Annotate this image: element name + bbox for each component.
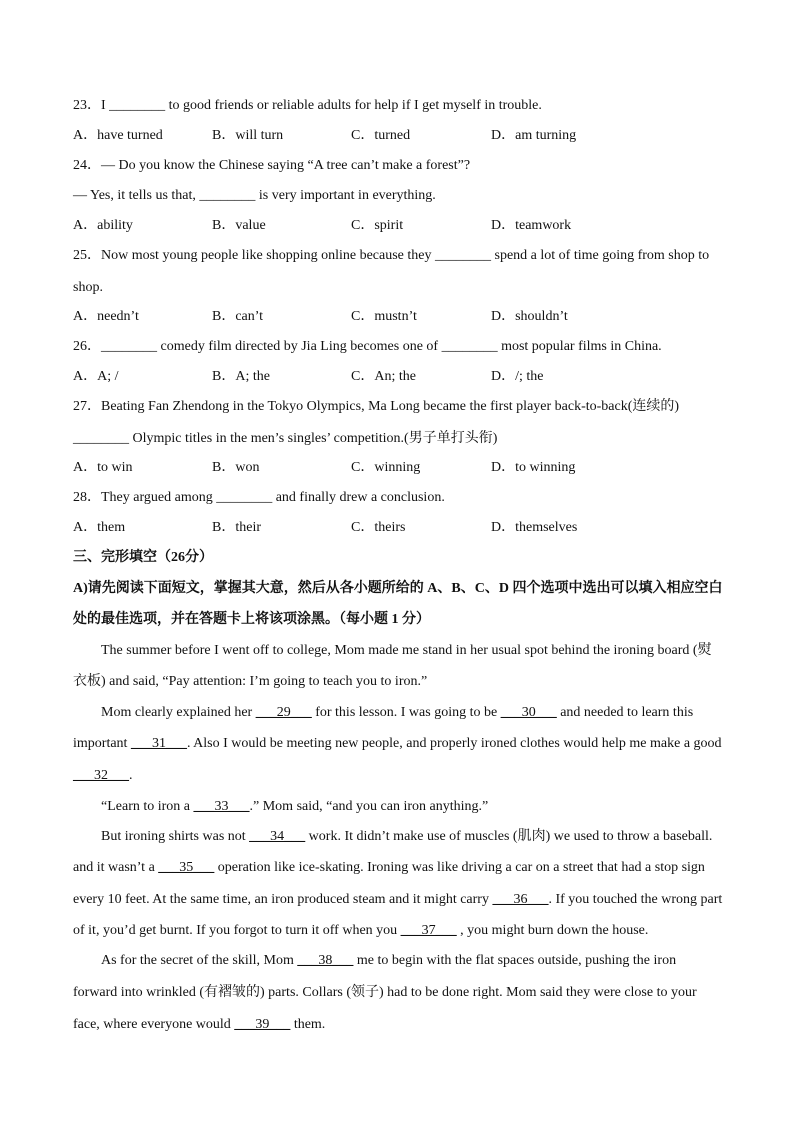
passage-text: of it, you’d get burnt. If you forgot to turn it off when you — [73, 923, 401, 938]
passage-text: operation like ice-skating. Ironing was like driving a car on a street that had a stop sign — [214, 860, 705, 875]
section-3-instruction-line1: A)请先阅读下面短文，掌握其大意，然后从各小题所给的 A、B、C、D 四个选项中选出可以填入相应空白 — [73, 581, 723, 596]
q25-option-c: C．mustn’t — [351, 309, 417, 324]
question-25-stem: 25．Now most young people like shopping online because they ________ spend a lot of time going from shop to — [73, 248, 710, 263]
passage-p4-line3 — [73, 891, 722, 909]
question-27-stem-2: ________ Olympic titles in the men’s singles’ competition.(男子单打头衔) — [73, 431, 498, 446]
blank-36: ___36___ — [492, 892, 549, 907]
q27-option-c: C．winning — [351, 460, 421, 475]
passage-p1-line2: 衣板) and said, “Pay attention: I’m going to teach you to iron.” — [73, 674, 428, 689]
passage-text: and it wasn’t a — [73, 860, 159, 875]
q24-option-c: C．spirit — [351, 218, 404, 233]
q24-option-d: D．teamwork — [491, 218, 572, 233]
question-24-stem: 24．— Do you know the Chinese saying “A tree can’t make a forest”? — [73, 158, 471, 173]
section-3-title: 三、完形填空（26分） — [73, 550, 213, 565]
passage-text: . Also I would be meeting new people, and properly ironed clothes would help me make a good — [186, 736, 722, 751]
q28-option-b: B．their — [212, 520, 261, 535]
blank-37: ___37___ — [400, 923, 457, 938]
passage-text: . If you touched the wrong part — [548, 892, 723, 907]
passage-p1-line1: The summer before I went off to college, Mom made me stand in her usual spot behind the ironing board (熨 — [101, 643, 712, 658]
passage-p4-line4 — [73, 922, 648, 940]
blank-38: ___38___ — [297, 953, 354, 968]
q23-option-a: A．have turned — [73, 128, 163, 143]
passage-text: and needed to learn this — [556, 705, 694, 720]
blank-33: ___33___ — [193, 799, 250, 814]
q28-option-a: A．them — [73, 520, 126, 535]
q25-option-d: D．shouldn’t — [491, 309, 568, 324]
q25-option-b: B．can’t — [212, 309, 264, 324]
blank-34: ___34___ — [249, 829, 306, 844]
q28-option-d: D．themselves — [491, 520, 578, 535]
q26-option-c: C．An; the — [351, 369, 416, 384]
passage-text: me to begin with the flat spaces outside, pushing the iron — [353, 953, 677, 968]
q28-option-c: C．theirs — [351, 520, 406, 535]
passage-p4-line1 — [101, 828, 712, 846]
passage-text: But ironing shirts was not — [101, 829, 250, 844]
passage-text: Mom clearly explained her — [101, 705, 256, 720]
passage-p2-line2 — [73, 735, 722, 753]
q25-option-a: A．needn’t — [73, 309, 139, 324]
q27-option-a: A．to win — [73, 460, 133, 475]
passage-p4-line2 — [73, 859, 705, 877]
passage-p5-line1 — [101, 952, 676, 970]
passage-p2-line3 — [73, 767, 133, 785]
q26-option-b: B．A; the — [212, 369, 270, 384]
passage-text: As for the secret of the skill, Mom — [101, 953, 298, 968]
q27-option-b: B．won — [212, 460, 260, 475]
section-3-instruction-line2: 处的最佳选项，并在答题卡上将该项涂黑。（每小题 1 分） — [73, 612, 430, 627]
passage-text: every 10 feet. At the same time, an iron produced steam and it might carry — [73, 892, 493, 907]
passage-text: work. It didn’t make use of muscles (肌肉) we used to throw a baseball. — [305, 829, 713, 844]
q26-option-d: D．/; the — [491, 369, 544, 384]
question-25-stem-2: shop. — [73, 280, 103, 295]
passage-text: .” Mom said, “and you can iron anything.” — [249, 799, 489, 814]
passage-p5-line3 — [73, 1016, 325, 1034]
passage-text: face, where everyone would — [73, 1017, 235, 1032]
q26-option-a: A．A; / — [73, 369, 119, 384]
passage-text: . — [129, 768, 133, 783]
blank-30: ___30___ — [500, 705, 557, 720]
question-28-stem: 28．They argued among ________ and finally drew a conclusion. — [73, 490, 445, 505]
question-23-stem: 23．I ________ to good friends or reliable adults for help if I get myself in trouble. — [73, 98, 542, 113]
q24-option-a: A．ability — [73, 218, 133, 233]
passage-p2-line1 — [101, 704, 693, 722]
passage-text: important — [73, 736, 131, 751]
blank-35: ___35___ — [158, 860, 215, 875]
blank-31: ___31___ — [130, 736, 187, 751]
passage-text: them. — [290, 1017, 326, 1032]
blank-39: ___39___ — [234, 1017, 291, 1032]
passage-text: “Learn to iron a — [101, 799, 194, 814]
q23-option-b: B．will turn — [212, 128, 284, 143]
q27-option-d: D．to winning — [491, 460, 576, 475]
passage-text: , you might burn down the house. — [456, 923, 649, 938]
q23-option-c: C．turned — [351, 128, 411, 143]
question-26-stem: 26．________ comedy film directed by Jia Ling becomes one of ________ most popular films in China. — [73, 339, 662, 354]
q24-option-b: B．value — [212, 218, 266, 233]
passage-p5-line2: forward into wrinkled (有褶皱的) parts. Collars (领子) had to be done right. Mom said they were close to your — [73, 985, 697, 1000]
passage-text: for this lesson. I was going to be — [311, 705, 501, 720]
question-27-stem: 27．Beating Fan Zhendong in the Tokyo Olympics, Ma Long became the first player back-to-back(连续的) — [73, 399, 680, 414]
q23-option-d: D．am turning — [491, 128, 577, 143]
blank-32: ___32___ — [73, 768, 129, 783]
question-24-stem-2: — Yes, it tells us that, ________ is very important in everything. — [73, 188, 436, 203]
blank-29: ___29___ — [255, 705, 312, 720]
passage-p3-line1 — [101, 798, 488, 816]
